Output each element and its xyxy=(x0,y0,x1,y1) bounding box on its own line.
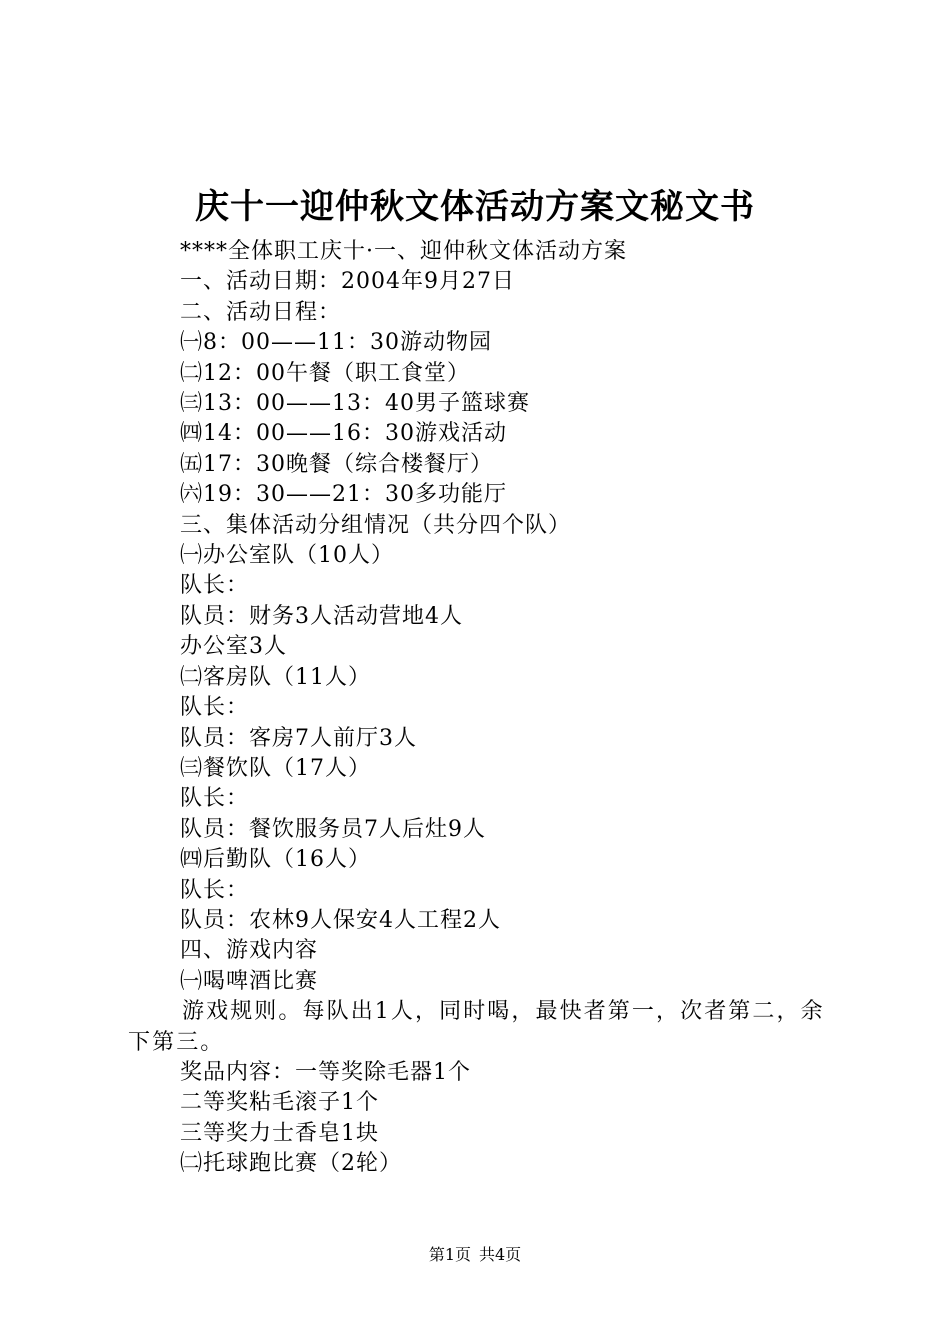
text-line: 队长： xyxy=(180,877,250,903)
text-line: 队员：餐饮服务员7人后灶9人 xyxy=(180,816,486,842)
text-line: ㈠办公室队（10人） xyxy=(180,543,394,569)
text-line: ㈢13：00——13：40男子篮球赛 xyxy=(180,391,530,417)
document-title: 庆十一迎仲秋文体活动方案文秘文书 xyxy=(195,187,755,227)
text-line: 队员：客房7人前厅3人 xyxy=(180,725,417,751)
text-line: 三等奖力士香皂1块 xyxy=(180,1120,379,1146)
text-line: 队长： xyxy=(180,573,250,599)
text-line: 队员：财务3人活动营地4人 xyxy=(180,603,463,629)
text-line: 队长： xyxy=(180,786,250,812)
text-line: ㈤17：30晚餐（综合楼餐厅） xyxy=(180,451,493,477)
text-line: 队长： xyxy=(180,695,250,721)
page-footer xyxy=(0,1243,950,1267)
page-number: 第1页 xyxy=(428,1245,471,1264)
text-line: 二等奖粘毛滚子1个 xyxy=(180,1090,379,1116)
page-total: 共4页 xyxy=(479,1245,522,1264)
text-line: 四、游戏内容 xyxy=(180,938,319,964)
text-line: 三、集体活动分组情况（共分四个队） xyxy=(180,512,572,538)
rules-paragraph: 游戏规则。每队出1人，同时喝，最快者第一，次者第二，余下第三。 xyxy=(128,999,825,1055)
text-line: ㈣后勤队（16人） xyxy=(180,847,371,873)
text-line: ㈡12：00午餐（职工食堂） xyxy=(180,360,470,386)
text-line: ****全体职工庆十·一、迎仲秋文体活动方案 xyxy=(180,239,627,264)
text-line: ㈡客房队（11人） xyxy=(180,664,371,690)
text-line: 队员：农林9人保安4人工程2人 xyxy=(180,907,501,933)
text-line: 一、活动日期：2004年9月27日 xyxy=(180,269,515,295)
text-line: 二、活动日程： xyxy=(180,299,342,325)
text-line: ㈠8：00——11：30游动物园 xyxy=(180,330,492,356)
text-line: ㈡托球跑比赛（2轮） xyxy=(180,1151,402,1177)
text-line: ㈥19：30——21：30多功能厅 xyxy=(180,482,507,508)
text-line: ㈣14：00——16：30游戏活动 xyxy=(180,421,507,447)
text-line: ㈠喝啤酒比赛 xyxy=(180,968,319,994)
document-body xyxy=(128,237,848,1180)
text-line: ㈢餐饮队（17人） xyxy=(180,755,371,781)
text-line: 奖品内容：一等奖除毛器1个 xyxy=(180,1059,471,1085)
text-line: 办公室3人 xyxy=(180,634,287,660)
